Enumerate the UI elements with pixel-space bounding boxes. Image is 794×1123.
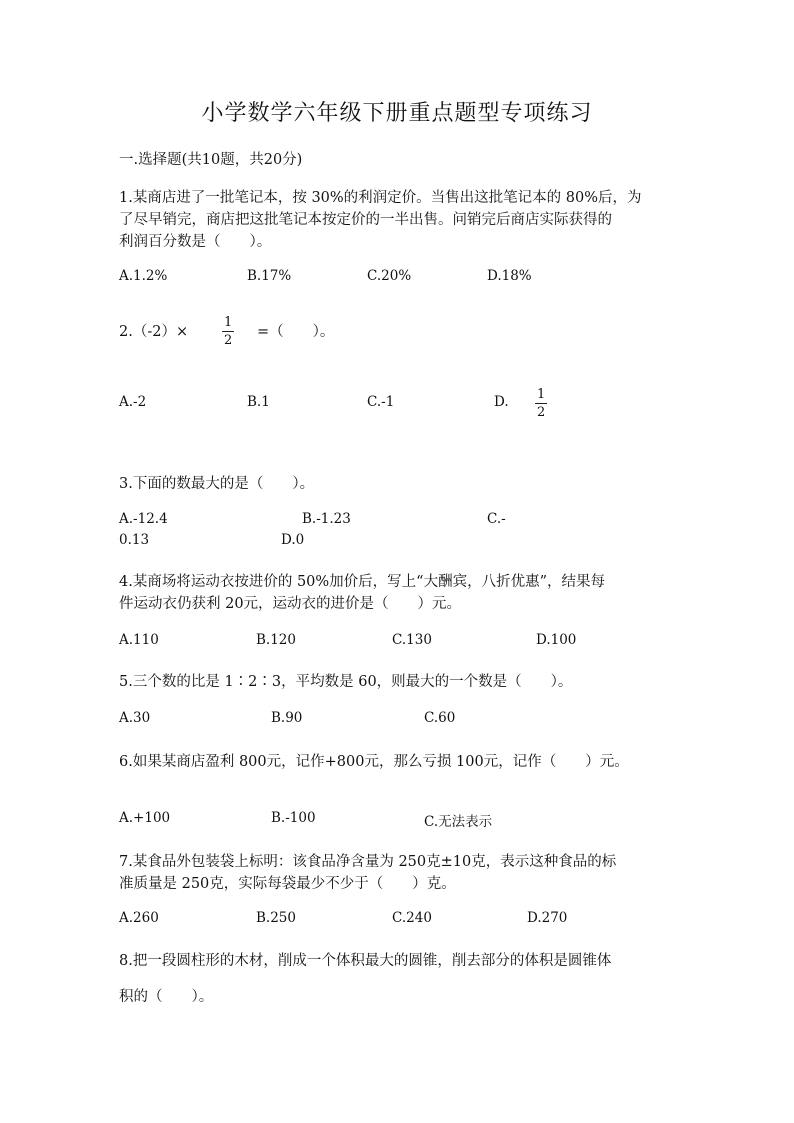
option-c: C.-1 xyxy=(367,394,395,410)
option-c-continued: 0.13 xyxy=(119,532,150,548)
option-d: D.100 xyxy=(536,632,577,648)
question-text-suffix: =（ ）。 xyxy=(257,324,335,340)
question-text-line: 1.某商店进了一批笔记本，按 30%的利润定价。当售出这批笔记本的 80%后，为 xyxy=(119,190,642,206)
option-a: A.260 xyxy=(119,910,159,926)
option-b: B.17% xyxy=(247,268,292,284)
option-b: B.-100 xyxy=(271,810,316,826)
option-b: B.-1.23 xyxy=(302,511,351,527)
option-c: C.20% xyxy=(367,268,412,284)
option-c: C.- xyxy=(487,511,506,527)
question-text-prefix: 2.（-2）× xyxy=(119,324,189,340)
option-c: C.60 xyxy=(424,710,456,726)
fraction-one-half xyxy=(222,316,234,347)
option-c: C.130 xyxy=(392,632,432,648)
option-a: A.-12.4 xyxy=(119,511,168,527)
option-b: B.1 xyxy=(247,394,270,410)
option-a: A.30 xyxy=(119,710,151,726)
question-text-line: 准质量是 250克，实际每袋最少不少于（ ）克。 xyxy=(119,876,456,892)
option-b: B.250 xyxy=(256,910,296,926)
option-a: A.110 xyxy=(119,632,159,648)
fraction-numerator: 1 xyxy=(224,315,233,330)
option-a: A.-2 xyxy=(119,394,147,410)
fraction-denominator: 2 xyxy=(224,333,233,348)
option-a: A.1.2% xyxy=(119,268,168,284)
question-text-line: 5.三个数的比是 1∶2∶3，平均数是 60，则最大的一个数是（ ）。 xyxy=(119,674,573,690)
option-b: B.120 xyxy=(256,632,296,648)
option-d: D. xyxy=(494,394,509,410)
page-title: 小学数学六年级下册重点题型专项练习 xyxy=(201,101,593,126)
question-text-line: 8.把一段圆柱形的木材，削成一个体积最大的圆锥，削去部分的体积是圆锥体 xyxy=(119,953,612,969)
option-c: C.240 xyxy=(392,910,432,926)
option-b: B.90 xyxy=(271,710,303,726)
question-text-line: 3.下面的数最大的是（ ）。 xyxy=(119,476,315,492)
question-text-line: 4.某商场将运动衣按进价的 50%加价后，写上“大酬宾，八折优惠”，结果每 xyxy=(119,574,605,590)
question-text-line: 积的（ ）。 xyxy=(119,989,214,1005)
question-text-line: 6.如果某商店盈利 800元，记作+800元，那么亏损 100元，记作（ ）元。 xyxy=(119,754,629,770)
question-text-line: 7.某食品外包装袋上标明：该食品净含量为 250克±10克，表示这种食品的标 xyxy=(119,854,617,870)
option-d: D.18% xyxy=(487,268,532,284)
option-a: A.+100 xyxy=(119,810,171,826)
option-d: D.270 xyxy=(527,910,568,926)
question-text-line: 件运动衣仍获利 20元，运动衣的进价是（ ）元。 xyxy=(119,596,462,612)
option-d: D.0 xyxy=(281,532,305,548)
option-c: C.无法表示 xyxy=(424,814,493,830)
question-text-line: 了尽早销完，商店把这批笔记本按定价的一半出售。问销完后商店实际获得的 xyxy=(119,212,612,228)
question-text-line: 利润百分数是（ ）。 xyxy=(119,234,272,250)
fraction-one-half xyxy=(535,388,547,419)
fraction-numerator: 1 xyxy=(537,387,546,402)
fraction-denominator: 2 xyxy=(537,405,546,420)
section-heading: 一.选择题(共10题，共20分) xyxy=(119,152,303,168)
